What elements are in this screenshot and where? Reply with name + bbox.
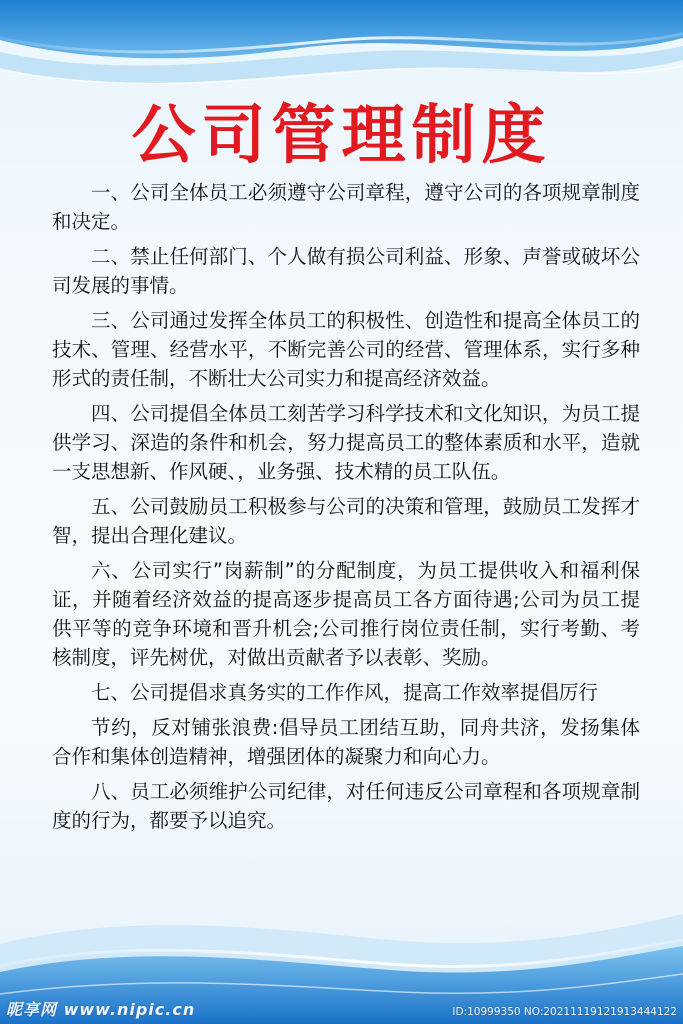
rule-paragraph: 节约，反对铺张浪费:倡导员工团结互助，同舟共济，发扬集体合作和集体创造精神，增强团体的凝聚力和向心力。 — [52, 716, 640, 768]
rule-paragraph: 七、公司提倡求真务实的工作作风，提高工作效率提倡厉行 — [91, 681, 599, 704]
rule-paragraph: 八、员工必须维护公司纪律，对任何违反公司章程和各项规章制度的行为，都要予以追究。 — [52, 780, 640, 832]
rule-paragraph: 五、公司鼓励员工积极参与公司的决策和管理，鼓励员工发挥才智，提出合理化建议。 — [52, 495, 640, 547]
rule-paragraph: 四、公司提倡全体员工刻苦学习科学技术和文化知识，为员工提供学习、深造的条件和机会，努力提高员工的整体素质和水平，造就一支思想新、作风硬、，业务强、技术精的员工队伍。 — [52, 402, 640, 483]
rule-paragraph: 三、公司通过发挥全体员工的积极性、创造性和提高全体员工的技术、管理、经营水平，不断完善公司的经营、管理体系，实行多种形式的责任制，不断壮大公司实力和提高经济效益。 — [52, 309, 640, 390]
watermark-site: 昵享网 www.nipic.cn — [6, 1000, 196, 1019]
rule-paragraph: 一、公司全体员工必须遵守公司章程，遵守公司的各项规章制度和决定。 — [52, 181, 640, 233]
watermark-id: ID:10999350 NO:20211119121913444122 — [452, 1006, 677, 1018]
rule-paragraph: 六、公司实行”岗薪制”的分配制度，为员工提供收入和福利保证，并随着经济效益的提高逐步提高员工各方面待遇;公司为员工提供平等的竞争环境和晋升机会;公司推行岗位责任制，实行考勤、考核制度，评先树优，对做出贡献者予以表彰、奖励。 — [52, 559, 640, 669]
rule-paragraph: 二、禁止任何部门、个人做有损公司利益、形象、声誉或破坏公司发展的事情。 — [52, 245, 640, 297]
page-title: 公司管理制度 — [131, 99, 552, 173]
top-wave-decoration — [0, 0, 683, 110]
rules-content — [52, 178, 640, 841]
